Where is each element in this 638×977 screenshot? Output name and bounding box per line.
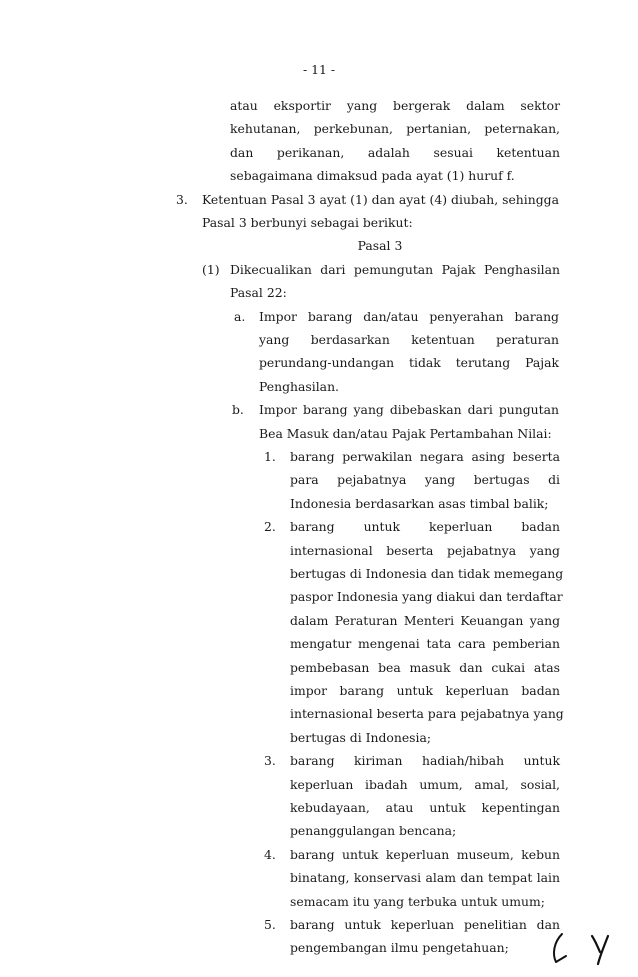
- sub-3-marker: 3.: [264, 753, 276, 769]
- sub-5-line-1: barang untuk keperluan penelitian dan: [290, 917, 560, 932]
- sub-3-line-3: kebudayaan, atau untuk kepentingan: [290, 800, 560, 815]
- point-b-marker: b.: [232, 402, 244, 418]
- sub-1-line-1: barang perwakilan negara asing beserta: [290, 449, 560, 464]
- sub-2-line-7: pembebasan bea masuk dan cukai atas: [290, 659, 560, 675]
- point-b-line-1: Impor barang yang dibebaskan dari pungutan: [259, 402, 559, 418]
- ayat-1-marker: (1): [202, 261, 220, 277]
- sub-5-marker: 5.: [264, 917, 276, 932]
- sub-2-line-6: mengatur mengenai tata cara pemberian: [290, 636, 560, 652]
- sub-2-line-4: paspor Indonesia yang diakui dan terdaftar: [290, 589, 563, 605]
- point-a-line-3: perundang-undangan tidak terutang Pajak: [259, 355, 559, 371]
- sub-4-line-2: binatang, konservasi alam dan tempat lain: [290, 870, 560, 886]
- item-3-line-1: Ketentuan Pasal 3 ayat (1) dan ayat (4) diubah, sehingga: [202, 191, 559, 207]
- ayat-1-line-2: Pasal 22:: [230, 285, 287, 301]
- sub-3-line-2: keperluan ibadah umum, amal, sosial,: [290, 776, 560, 792]
- sub-2-line-2: internasional beserta pejabatnya yang: [290, 542, 560, 558]
- item-3-marker: 3.: [176, 191, 188, 207]
- point-b-line-2: Bea Masuk dan/atau Pajak Pertambahan Nilai:: [259, 425, 552, 441]
- ayat-1-line-1: Dikecualikan dari pemungutan Pajak Penghasilan: [230, 261, 560, 277]
- sub-4-line-1: barang untuk keperluan museum, kebun: [290, 846, 560, 862]
- sub-4-line-3: semacam itu yang terbuka untuk umum;: [290, 893, 545, 909]
- sub-3-line-1: barang kiriman hadiah/hibah untuk: [290, 753, 560, 769]
- sub-2-line-10: bertugas di Indonesia;: [290, 729, 432, 745]
- sub-4-marker: 4.: [264, 846, 276, 862]
- sub-5-line-2: pengembangan ilmu pengetahuan;: [290, 940, 509, 956]
- sub-1-line-2: para pejabatnya yang bertugas di: [290, 472, 560, 488]
- point-a-line-4: Penghasilan.: [259, 378, 339, 394]
- sub-2-marker: 2.: [264, 519, 276, 535]
- point-a-marker: a.: [234, 308, 246, 324]
- continuation-line-2: kehutanan, perkebunan, pertanian, peternakan,: [230, 121, 560, 137]
- sub-2-line-5: dalam Peraturan Menteri Keuangan yang: [290, 612, 560, 628]
- signature-initials: [548, 928, 618, 976]
- sub-2-line-9: internasional beserta para pejabatnya yang: [290, 706, 564, 722]
- sub-3-line-4: penanggulangan bencana;: [290, 823, 457, 839]
- continuation-line-1: atau eksportir yang bergerak dalam sektor: [230, 98, 560, 113]
- continuation-line-4: sebagaimana dimaksud pada ayat (1) huruf f.: [230, 168, 515, 184]
- item-3-line-2: Pasal 3 berbunyi sebagai berikut:: [202, 215, 413, 230]
- sub-1-marker: 1.: [264, 449, 276, 464]
- sub-1-line-3: Indonesia berdasarkan asas timbal balik;: [290, 495, 549, 511]
- page-number: - 11 -: [302, 62, 336, 77]
- point-a-line-1: Impor barang dan/atau penyerahan barang: [259, 308, 559, 324]
- sub-2-line-8: impor barang untuk keperluan badan: [290, 683, 560, 698]
- point-a-line-2: yang berdasarkan ketentuan peraturan: [259, 332, 559, 347]
- signature-mark: [548, 928, 618, 968]
- continuation-line-3: dan perikanan, adalah sesuai ketentuan: [230, 144, 560, 160]
- sub-2-line-3: bertugas di Indonesia dan tidak memegang: [290, 566, 564, 581]
- pasal-heading: Pasal 3: [357, 238, 403, 254]
- sub-2-line-1: barang untuk keperluan badan: [290, 519, 560, 535]
